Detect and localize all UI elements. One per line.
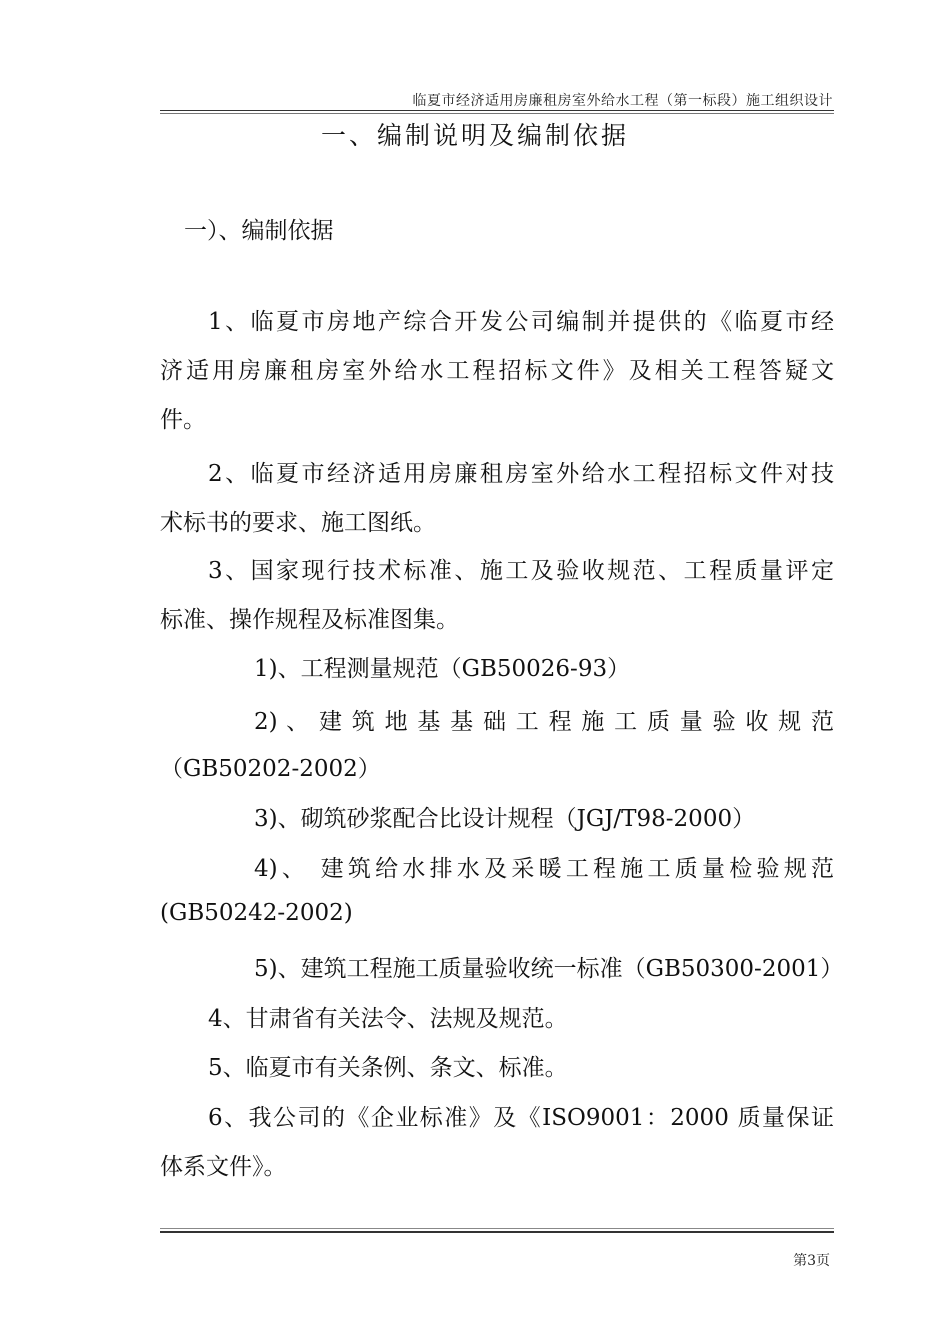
header-rule (160, 110, 834, 114)
sub-item-5: 5)、建筑工程施工质量验收统一标准（GB50300-2001） (254, 956, 844, 982)
item-2-line-2: 术标书的要求、施工图纸。 (160, 510, 436, 536)
item-2-line-1: 2、临夏市经济适用房廉租房室外给水工程招标文件对技 (208, 461, 834, 487)
item-1-line-3: 件。 (160, 407, 206, 433)
item-4: 4、甘肃省有关法令、法规及规范。 (208, 1006, 568, 1032)
item-1-line-1: 1、临夏市房地产综合开发公司编制并提供的《临夏市经 (208, 309, 834, 335)
sub-item-1: 1)、工程测量规范（GB50026-93） (254, 656, 631, 682)
item-3-line-1: 3、国家现行技术标准、施工及验收规范、工程质量评定 (208, 558, 834, 584)
page-number: 第3页 (793, 1253, 830, 1269)
page-title: 一、编制说明及编制依据 (320, 121, 629, 150)
running-header: 临夏市经济适用房廉租房室外给水工程（第一标段）施工组织设计 (412, 93, 833, 109)
item-5: 5、临夏市有关条例、条文、标准。 (208, 1055, 568, 1081)
section-heading: 一）、编制依据 (184, 218, 334, 244)
item-3-line-2: 标准、操作规程及标准图集。 (160, 607, 459, 633)
sub-item-4-line-2: (GB50242-2002) (160, 900, 353, 926)
item-1-line-2: 济适用房廉租房室外给水工程招标文件》及相关工程答疑文 (160, 358, 834, 384)
footer-rule (160, 1228, 834, 1233)
sub-item-4-line-1: 4)、 建筑给水排水及采暖工程施工质量检验规范 (254, 856, 834, 882)
sub-item-3: 3)、砌筑砂浆配合比设计规程（JGJ/T98-2000） (254, 806, 756, 832)
item-6-line-1: 6、我公司的《企业标准》及《ISO9001：2000 质量保证 (208, 1105, 834, 1131)
sub-item-2-line-2: （GB50202-2002） (160, 756, 381, 782)
sub-item-2-line-1: 2) 、 建 筑 地 基 基 础 工 程 施 工 质 量 验 收 规 范 (254, 709, 834, 735)
item-6-line-2: 体系文件》。 (160, 1154, 287, 1180)
